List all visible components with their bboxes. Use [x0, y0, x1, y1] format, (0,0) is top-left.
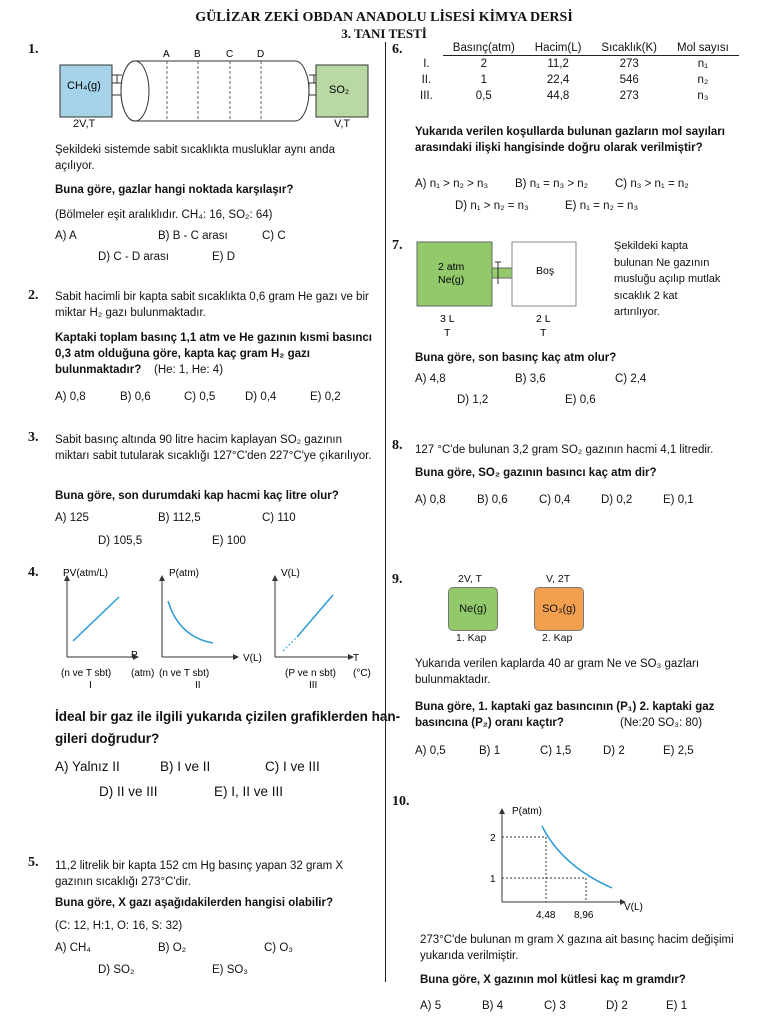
- q1-question: Buna göre, gazlar hangi noktada karşılaşır?: [55, 184, 294, 196]
- q7-number: 7.: [392, 238, 403, 253]
- q10-option-c[interactable]: C) 3: [544, 1000, 566, 1012]
- graph-iii-roman: III: [309, 680, 318, 691]
- q9-option-a[interactable]: A) 0,5: [415, 745, 446, 757]
- q4-question-line1: İdeal bir gaz ile ilgili yukarıda çizilen grafiklerden han-: [55, 709, 401, 724]
- q9-c1-label: 1. Kap: [456, 632, 487, 644]
- q6-option-e[interactable]: E) n₁ = n₂ = n₃: [565, 200, 639, 212]
- q4-option-e[interactable]: E) I, II ve III: [214, 784, 284, 799]
- q5-option-b[interactable]: B) O₂: [158, 942, 187, 954]
- graph-ii-xlabel: V(L): [243, 653, 262, 664]
- point-d: D: [257, 49, 265, 60]
- point-a: A: [163, 49, 170, 60]
- q3-text: Sabit basınç altında 90 litre hacim kaplayan SO₂ gazının miktarı sabit tutularak sıcaklığı 127°C'den 227°C'ye çıkarılıyor.: [55, 434, 372, 462]
- graph-i-unit: (atm): [131, 668, 155, 679]
- q5-question: Buna göre, X gazı aşağıdakilerden hangisi olabilir?: [55, 897, 333, 909]
- graph-i-cond: (n ve T sbt): [61, 668, 112, 679]
- q9-c2-label: 2. Kap: [542, 632, 573, 644]
- so2-label: SO₂: [329, 84, 350, 96]
- q6-question: Yukarıda verilen koşullarda bulunan gazların mol sayıları arasındaki ilişki hangisinde doğru olarak verilmiştir?: [415, 126, 725, 154]
- graph-ii-roman: II: [195, 680, 201, 691]
- q5-option-c[interactable]: C) O₃: [264, 942, 293, 954]
- q7-left-t: T: [444, 327, 451, 339]
- q3-option-e[interactable]: E) 100: [212, 535, 246, 547]
- so3-container: SO₃(g): [534, 587, 584, 631]
- q10-text: 273°C'de bulunan m gram X gazına ait basınç hacim değişimi yukarıda verilmiştir.: [420, 934, 734, 962]
- q2-option-b[interactable]: B) 0,6: [120, 391, 151, 403]
- graph-ii-curve: [168, 601, 213, 643]
- q2-option-e[interactable]: E) 0,2: [310, 391, 341, 403]
- table-row: [410, 56, 739, 73]
- q10-ytick-1: 1: [490, 874, 496, 885]
- q9-option-b[interactable]: B) 1: [479, 745, 501, 757]
- q9-note: (Ne:20 SO₃: 80): [620, 717, 703, 729]
- q4-graphs: [55, 565, 380, 693]
- q10-option-e[interactable]: E) 1: [666, 1000, 688, 1012]
- q6-header-temperature: Sıcaklık(K): [591, 42, 667, 56]
- q10-curve: [542, 826, 612, 888]
- q7-option-b[interactable]: B) 3,6: [515, 373, 546, 385]
- table-cell: 0,5: [475, 90, 492, 102]
- q3-option-b[interactable]: B) 112,5: [158, 512, 201, 524]
- q8-number: 8.: [392, 438, 403, 453]
- q2-text: Sabit hacimli bir kapta sabit sıcaklıkta 0,6 gram He gazı ve bir miktar H₂ gazı bulunmaktadır.: [55, 291, 369, 319]
- q3-option-d[interactable]: D) 105,5: [98, 535, 143, 547]
- q5-number: 5.: [28, 855, 39, 870]
- q7-question: Buna göre, son basınç kaç atm olur?: [415, 352, 617, 364]
- q6-header-pressure: Basınç(atm): [443, 42, 525, 56]
- table-row: [410, 88, 739, 104]
- q9-c2-top: V, 2T: [546, 573, 571, 585]
- q3-option-c[interactable]: C) 110: [262, 512, 296, 524]
- table-cell: 44,8: [546, 90, 570, 102]
- column-divider: [385, 42, 386, 982]
- graph-iii-ylabel: V(L): [281, 568, 300, 579]
- table-cell: 546: [619, 74, 639, 86]
- table-cell: III.: [420, 90, 433, 102]
- graph-i-roman: I: [89, 680, 92, 691]
- q7-text: Şekildeki kapta bulunan Ne gazının musluğu açılıp mutlak sıcaklık 2 kat artırılıyor.: [614, 240, 721, 318]
- q7-right-vol: 2 L: [536, 313, 551, 325]
- table-cell: 273: [619, 58, 639, 70]
- q1-option-d[interactable]: D) C - D arası: [98, 251, 169, 263]
- q10-option-b[interactable]: B) 4: [482, 1000, 504, 1012]
- table-cell: 11,2: [547, 58, 569, 70]
- table-row: [410, 72, 739, 88]
- q2-number: 2.: [28, 288, 39, 303]
- q7-left-line1: 2 atm: [438, 261, 465, 273]
- q9-question: Buna göre, 1. kaptaki gaz basıncının (P₁) 2. kaptaki gaz basıncına (P₂) oranı kaçtır?: [415, 701, 715, 729]
- q9-number: 9.: [392, 572, 403, 587]
- q7-right-label: Boş: [536, 265, 555, 277]
- q10-ylabel: P(atm): [512, 806, 542, 817]
- q8-option-e[interactable]: E) 0,1: [663, 494, 694, 506]
- q10-xtick-448: 4,48: [536, 910, 556, 921]
- q9-c1-top: 2V, T: [458, 573, 482, 585]
- q10-ytick-2: 2: [490, 833, 496, 844]
- q8-text: 127 °C'de bulunan 3,2 gram SO₂ gazının hacmi 4,1 litredir.: [415, 444, 714, 456]
- q6-header-moles: Mol sayısı: [667, 42, 739, 56]
- q4-option-d[interactable]: D) II ve III: [99, 784, 158, 799]
- table-cell: I.: [423, 57, 430, 70]
- q1-number: 1.: [28, 42, 39, 57]
- q1-left-cond: 2V,T: [73, 118, 96, 130]
- q4-option-b[interactable]: B) I ve II: [160, 759, 211, 774]
- table-cell: 1: [480, 74, 487, 86]
- q9-option-e[interactable]: E) 2,5: [663, 745, 694, 757]
- q2-question: Kaptaki toplam basınç 1,1 atm ve He gazının kısmi basıncı 0,3 atm olduğuna göre, kapta kaç gram H₂ gazı bulunmaktadır?: [55, 332, 372, 376]
- graph-iii-line: [297, 595, 333, 637]
- q10-question: Buna göre, X gazının mol kütlesi kaç m gramdır?: [420, 974, 686, 986]
- q7-left-line2: Ne(g): [438, 274, 465, 286]
- connecting-pipe: [492, 268, 512, 278]
- graph-i-xlabel: P: [131, 650, 138, 661]
- table-cell: II.: [421, 74, 432, 86]
- graph-iii-unit: (°C): [353, 668, 371, 679]
- table-cell: n₂: [697, 74, 709, 86]
- q6-option-a[interactable]: A) n₁ > n₂ > n₃: [415, 178, 489, 190]
- graph-iii-xlabel: T: [353, 653, 360, 664]
- table-cell: 2: [480, 58, 487, 70]
- q8-option-c[interactable]: C) 0,4: [539, 494, 571, 506]
- table-cell: n₁: [697, 58, 709, 70]
- q7-right-t: T: [540, 327, 547, 339]
- q8-option-d[interactable]: D) 0,2: [601, 494, 633, 506]
- q10-graph: [480, 800, 650, 922]
- q10-xlabel: V(L): [624, 902, 643, 913]
- graph-ii: [159, 568, 262, 691]
- q9-text: Yukarıda verilen kaplarda 40 ar gram Ne ve SO₃ gazları bulunmaktadır.: [415, 658, 700, 686]
- q6-option-b[interactable]: B) n₁ = n₃ > n₂: [515, 178, 589, 190]
- q2-note: (He: 1, He: 4): [154, 364, 224, 376]
- graph-i-line: [73, 597, 119, 641]
- q8-question: Buna göre, SO₂ gazının basıncı kaç atm dir?: [415, 467, 657, 479]
- graph-ii-ylabel: P(atm): [169, 568, 199, 579]
- q7-option-e[interactable]: E) 0,6: [565, 394, 596, 406]
- school-title: GÜLİZAR ZEKİ OBDAN ANADOLU LİSESİ KİMYA DERSİ: [195, 10, 573, 25]
- q10-option-d[interactable]: D) 2: [606, 1000, 628, 1012]
- q10-option-a[interactable]: A) 5: [420, 1000, 442, 1012]
- graph-i-ylabel: PV(atm/L): [63, 568, 109, 579]
- table-cell: 22,4: [546, 74, 570, 86]
- q1-note: (Bölmeler eşit aralıklıdır. CH₄: 16, SO₂: 64): [55, 209, 273, 221]
- q1-option-c[interactable]: C) C: [262, 230, 286, 242]
- q5-option-e[interactable]: E) SO₃: [212, 964, 248, 976]
- table-cell: n₃: [697, 90, 709, 102]
- q6-option-c[interactable]: C) n₃ > n₁ = n₂: [615, 178, 689, 190]
- graph-i: [61, 568, 154, 691]
- q6-header-0: [410, 42, 443, 56]
- q1-tube-figure: [55, 45, 370, 135]
- q9-option-d[interactable]: D) 2: [603, 745, 625, 757]
- q5-note: (C: 12, H:1, O: 16, S: 32): [55, 920, 183, 932]
- q1-text: Şekildeki sistemde sabit sıcaklıkta musluklar aynı anda açılıyor.: [55, 144, 335, 172]
- q2-option-a[interactable]: A) 0,8: [55, 391, 86, 403]
- q7-left-vol: 3 L: [440, 313, 455, 325]
- q1-option-b[interactable]: B) B - C arası: [158, 230, 228, 242]
- point-c: C: [226, 49, 234, 60]
- q8-option-a[interactable]: A) 0,8: [415, 494, 446, 506]
- ch4-label: CH₄(g): [67, 80, 101, 92]
- q2-option-d[interactable]: D) 0,4: [245, 391, 277, 403]
- q7-container-figure: [412, 236, 587, 344]
- q4-option-c[interactable]: C) I ve III: [265, 759, 320, 774]
- q10-number: 10.: [392, 794, 410, 809]
- q6-number: 6.: [392, 42, 403, 57]
- q6-option-d[interactable]: D) n₁ > n₂ = n₃: [455, 200, 529, 212]
- q1-right-cond: V,T: [334, 118, 351, 130]
- q1-option-a[interactable]: A) A: [55, 230, 77, 242]
- q3-question: Buna göre, son durumdaki kap hacmi kaç litre olur?: [55, 490, 339, 502]
- ne-container: Ne(g): [448, 587, 498, 631]
- q10-xtick-896: 8,96: [574, 910, 594, 921]
- q5-option-a[interactable]: A) CH₄: [55, 942, 91, 954]
- q3-option-a[interactable]: A) 125: [55, 512, 89, 524]
- q7-option-d[interactable]: D) 1,2: [457, 394, 489, 406]
- q4-question-line2: gileri doğrudur?: [55, 731, 160, 746]
- q9-option-c[interactable]: C) 1,5: [540, 745, 572, 757]
- q3-number: 3.: [28, 430, 39, 445]
- table-cell: 273: [619, 90, 639, 102]
- q6-header-volume: Hacim(L): [525, 42, 592, 56]
- point-b: B: [194, 49, 201, 60]
- test-title: 3. TANI TESTİ: [341, 26, 427, 41]
- q5-option-d[interactable]: D) SO₂: [98, 964, 135, 976]
- q5-text: 11,2 litrelik bir kapta 152 cm Hg basınç yapan 32 gram X gazının sıcaklığı 273°C'dir.: [55, 860, 344, 888]
- graph-iii: [272, 568, 371, 691]
- graph-iii-cond: (P ve n sbt): [285, 668, 336, 679]
- graph-ii-cond: (n ve T sbt): [159, 668, 210, 679]
- q4-number: 4.: [28, 565, 39, 580]
- q6-table-header: [410, 42, 739, 56]
- q1-option-e[interactable]: E) D: [212, 251, 235, 263]
- q8-option-b[interactable]: B) 0,6: [477, 494, 508, 506]
- q6-table: [410, 42, 739, 104]
- q4-option-a[interactable]: A) Yalnız II: [55, 759, 120, 774]
- q2-option-c[interactable]: C) 0,5: [184, 391, 216, 403]
- q7-option-a[interactable]: A) 4,8: [415, 373, 446, 385]
- q7-option-c[interactable]: C) 2,4: [615, 373, 647, 385]
